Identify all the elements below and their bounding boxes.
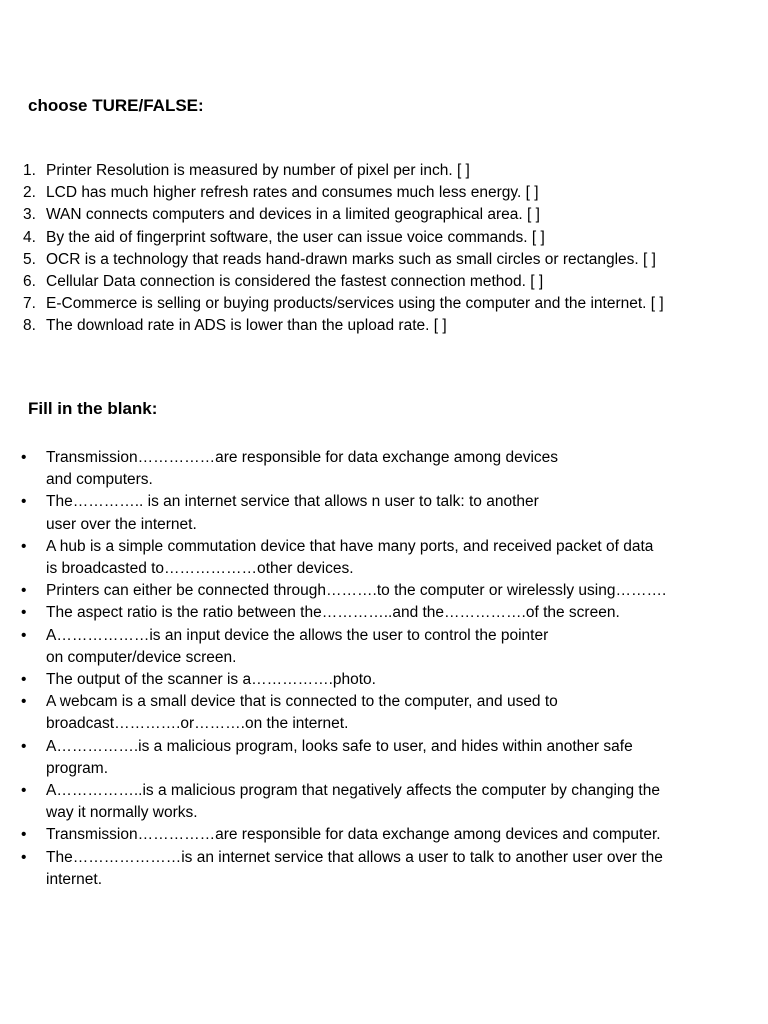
true-false-list [0,160,700,338]
bullet-icon: • [21,582,27,600]
true-false-item [0,249,700,271]
item-text: Printer Resolution is measured by number of pixel per inch. [ ] [46,162,470,179]
bullet-icon: • [21,604,27,622]
item-text: A hub is a simple commutation device that have many ports, and received packet of data is broadcasted to………………other devices. [46,537,654,578]
bullet-icon: • [21,537,27,555]
fill-blank-item [0,780,700,824]
item-text: Transmission……………are responsible for data exchange among devices and computer. [46,826,661,844]
fill-blank-heading: Fill in the blank: [28,399,158,418]
fill-blank-item [0,824,700,846]
bullet-icon: • [21,449,27,466]
item-text: E-Commerce is selling or buying products/services using the computer and the internet. [ ] [46,295,664,313]
item-number: 5. [23,250,36,268]
item-number: 1. [23,162,36,179]
true-false-item [0,182,700,204]
fill-blank-item [0,536,700,580]
item-text: A………………is an input device the allows the user to control the pointer on computer/device screen. [46,626,549,666]
fill-blank-item [0,491,700,535]
item-text: By the aid of fingerprint software, the user can issue voice commands. [ ] [46,228,545,246]
item-text: LCD has much higher refresh rates and consumes much less energy. [ ] [46,184,539,202]
true-false-heading: choose TURE/FALSE: [28,96,204,115]
fill-blank-item [0,847,700,891]
bullet-icon: • [21,671,27,689]
item-text: WAN connects computers and devices in a limited geographical area. [ ] [46,206,540,224]
bullet-icon: • [21,737,27,755]
item-text: The output of the scanner is a…………….photo. [46,671,376,689]
item-number: 4. [23,228,36,246]
item-text: A……………..is a malicious program that negatively affects the computer by changing the way it normally works. [46,782,660,822]
item-number: 3. [23,206,36,224]
item-number: 8. [23,317,36,335]
true-false-item [0,293,700,315]
item-text: A webcam is a small device that is connected to the computer, and used to broadcast………….or……….on the internet. [46,693,558,733]
item-text: The aspect ratio is the ratio between the…………..and the…………….of the screen. [46,604,620,622]
item-text: The…………………is an internet service that allows a user to talk to another user over the internet. [46,848,663,888]
item-text: Cellular Data connection is considered the fastest connection method. [ ] [46,273,544,291]
true-false-item [0,227,700,249]
bullet-icon: • [21,626,27,644]
true-false-item [0,271,700,293]
bullet-icon: • [21,848,27,866]
bullet-icon: • [21,693,27,711]
item-number: 7. [23,295,36,313]
item-number: 2. [23,184,36,202]
item-text: The download rate in ADS is lower than the upload rate. [ ] [46,317,447,335]
item-text: OCR is a technology that reads hand-drawn marks such as small circles or rectangles. [ ] [46,250,656,268]
fill-blank-item [0,669,700,691]
fill-blank-item [0,447,700,491]
fill-blank-item [0,602,700,624]
bullet-icon: • [21,826,27,844]
fill-blank-item [0,736,700,780]
fill-blank-list [0,447,700,891]
item-text: Transmission……………are responsible for data exchange among devices and computers. [46,449,559,489]
item-text: The………….. is an internet service that allows n user to talk: to another user over the internet. [46,493,539,533]
fill-blank-item [0,625,700,669]
true-false-item [0,315,700,337]
fill-blank-item [0,691,700,735]
item-number: 6. [23,273,36,291]
bullet-icon: • [21,782,27,800]
item-text: A…………….is a malicious program, looks safe to user, and hides within another safe program. [46,737,633,777]
bullet-icon: • [21,493,27,511]
true-false-item [0,204,700,226]
true-false-item [0,160,700,182]
fill-blank-item [0,580,700,602]
item-text: Printers can either be connected through……….to the computer or wirelessly using………. [46,582,667,600]
